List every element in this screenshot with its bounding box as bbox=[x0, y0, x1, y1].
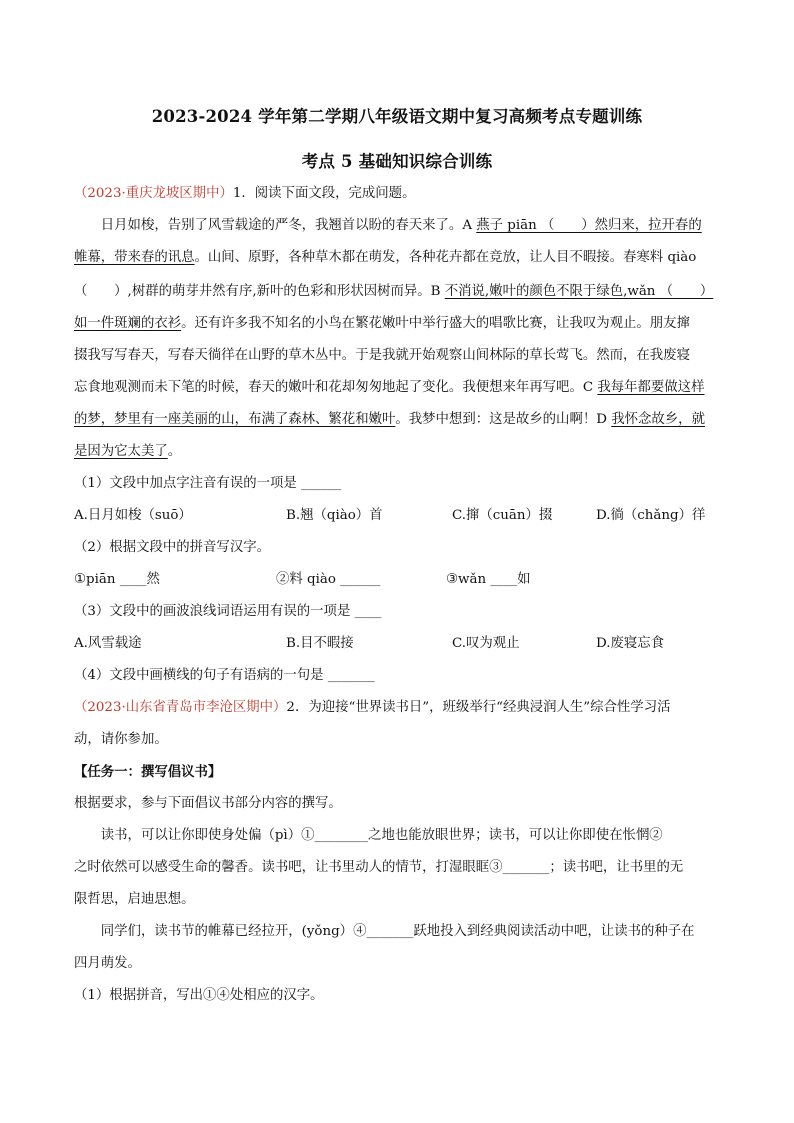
q1-passage-line-3 bbox=[74, 282, 726, 302]
q1-passage-line-8 bbox=[74, 442, 726, 462]
q2-passage-line-2: 之时依然可以感受生命的馨香。读书吧，让书里动人的情节，打湿眼眶③_______；读书吧，让书里的无 bbox=[74, 860, 684, 875]
q1-stem: 1．阅读下面文段，完成问题。 bbox=[232, 186, 416, 201]
q2-task-1-heading: 【任务一：撰写倡议书】 bbox=[74, 764, 222, 780]
pinyin-blank-2[interactable]: ②料 qiào ______ bbox=[276, 572, 381, 587]
option-c[interactable]: C.撺（cuān）掇 bbox=[452, 508, 553, 523]
option-a[interactable]: A.日月如梭（suō） bbox=[74, 508, 192, 523]
q1-underlined-sentence-a: 燕子 piān （ ）然归来，拉开春的 bbox=[476, 218, 702, 233]
q2-passage-line-3: 限哲思，启迪思想。 bbox=[74, 892, 195, 907]
q1-heading bbox=[74, 184, 726, 204]
q1-passage-text: （ ）,树群的萌芽井然有序,新叶的色彩和形状因树而异。B bbox=[74, 284, 445, 299]
q2-requirement: 根据要求，参与下面倡议书部分内容的撰写。 bbox=[74, 796, 342, 811]
document-title: 2023-2024 学年第二学期八年级语文期中复习高频考点专题训练 bbox=[151, 107, 643, 126]
q1-passage-line-5: 掇我写写春天，写春天徜徉在山野的草木丛中。于是我就开始观察山间林际的草长莺飞。然而，在我废寝 bbox=[74, 348, 690, 363]
option-a[interactable]: A.风雪载途 bbox=[74, 636, 142, 651]
q1-passage-line-7 bbox=[74, 410, 726, 430]
q2-sub1: （1）根据拼音，写出①④处相应的汉字。 bbox=[74, 988, 324, 1003]
q1-sub3: （3）文段中的画波浪线词语运用有误的一项是 ____ bbox=[74, 604, 382, 619]
q2-stem: 2．为迎接“世界读书日”，班级举行“经典浸润人生”综合性学习活 bbox=[286, 700, 671, 715]
q1-passage-line-2 bbox=[74, 248, 726, 268]
q2-heading bbox=[74, 698, 726, 718]
q1-underlined-sentence-b-end: 如一件斑斓的衣衫 bbox=[74, 316, 182, 331]
q1-passage-text: 忘食地观测而未下笔的时候，春天的嫩叶和花却匆匆地起了变化。我便想来年再写吧。C bbox=[74, 380, 598, 395]
q1-underlined-sentence-a-end: 帷幕，带来春的讯息 bbox=[74, 250, 195, 265]
option-b[interactable]: B.翘（qiào）首 bbox=[286, 508, 383, 523]
q1-passage-text: 。山间、原野，各种草木都在萌发，各种花卉都在竞放，让人目不暇接。春寒料 qiào bbox=[194, 250, 697, 265]
q1-passage-line-1 bbox=[74, 216, 726, 236]
q2-source: （2023·山东省青岛市李沧区期中） bbox=[74, 700, 287, 715]
document-subtitle: 考点 5 基础知识综合训练 bbox=[301, 152, 493, 171]
q1-underlined-sentence-d: 我怀念故乡，就 bbox=[611, 412, 705, 427]
q1-passage-line-4 bbox=[74, 314, 726, 334]
q2-passage-line-4: 同学们，读书节的帷幕已经拉开，(yǒng）④_______跃地投入到经典阅读活动中吧，让读书的种子在 bbox=[74, 924, 695, 939]
q1-passage-text: 。还有许多我不知名的小鸟在繁花嫩叶中举行盛大的唱歌比赛，让我叹为观止。朋友撺 bbox=[181, 316, 690, 331]
q1-underlined-sentence-c: 我每年都要做这样 bbox=[597, 380, 705, 395]
option-d[interactable]: D.废寝忘食 bbox=[596, 636, 665, 651]
q1-passage-text: 日月如梭，告别了风雪载途的严冬，我翘首以盼的春天来了。A bbox=[74, 218, 477, 233]
option-d[interactable]: D.徜（chǎng）徉 bbox=[596, 508, 706, 523]
q1-sub2: （2）根据文段中的拼音写汉字。 bbox=[74, 540, 270, 555]
pinyin-blank-1[interactable]: ①piān ____然 bbox=[74, 572, 160, 587]
q1-passage-line-6 bbox=[74, 378, 726, 398]
q1-sub1: （1）文段中加点字注音有误的一项是 ______ bbox=[74, 476, 342, 491]
q2-passage-line-1: 读书，可以让你即使身处偏（pì）①________之地也能放眼世界；读书，可以让你即使在怅惘② bbox=[74, 828, 663, 843]
option-c[interactable]: C.叹为观止 bbox=[452, 636, 520, 651]
q1-underlined-sentence-b: 不消说,嫩叶的颜色不限于绿色,wǎn （ ） bbox=[444, 284, 714, 299]
q2-stem-cont: 动，请你参加。 bbox=[74, 732, 168, 747]
q2-passage-line-5: 四月萌发。 bbox=[74, 956, 141, 971]
q1-sub4: （4）文段中画横线的句子有语病的一句是 _______ bbox=[74, 668, 375, 683]
q1-underlined-sentence-c-end: 的梦，梦里有一座美丽的山，布满了森林、繁花和嫩叶 bbox=[74, 412, 396, 427]
q1-underlined-sentence-d-end: 是因为它太美了 bbox=[74, 444, 168, 459]
q1-passage-text: 。 bbox=[167, 444, 182, 459]
option-b[interactable]: B.目不暇接 bbox=[286, 636, 354, 651]
q1-passage-text: 。我梦中想到：这是故乡的山啊！D bbox=[395, 412, 612, 427]
q1-source: （2023·重庆龙坡区期中） bbox=[74, 186, 233, 201]
pinyin-blank-3[interactable]: ③wǎn ____如 bbox=[446, 572, 531, 587]
